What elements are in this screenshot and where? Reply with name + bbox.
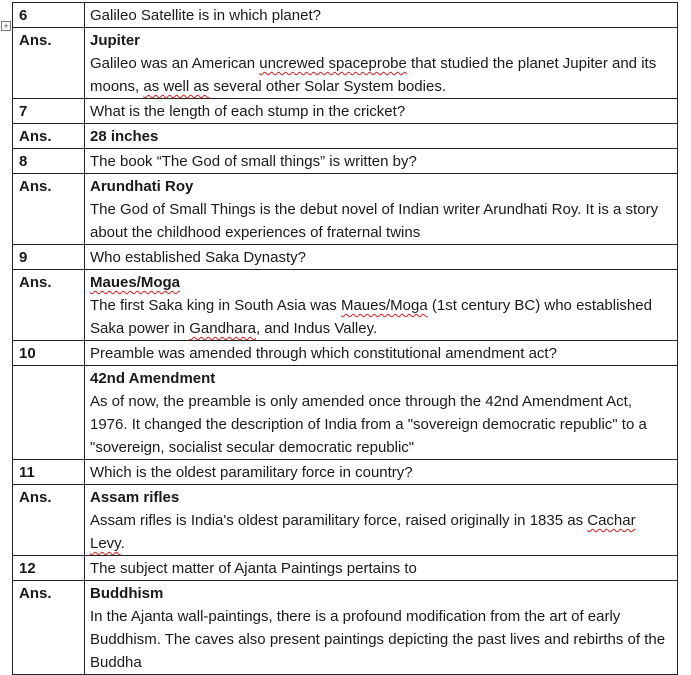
answer-label: Ans. xyxy=(19,489,52,506)
question-number-cell xyxy=(13,245,85,270)
answer-title: Assam rifles xyxy=(90,489,180,506)
answer-text-segment: The first Saka king in South Asia was xyxy=(90,297,341,314)
question-number-cell xyxy=(13,341,85,366)
spellcheck-flagged-text: as well as xyxy=(143,78,210,95)
answer-cell xyxy=(85,28,678,99)
answer-title: Maues/Moga xyxy=(90,274,181,291)
answer-explanation xyxy=(90,509,672,555)
spellcheck-flagged-text: Cachar Levy xyxy=(90,512,636,552)
answer-label: Ans. xyxy=(19,274,52,291)
answer-text-segment: The God of Small Things is the debut novel of Indian writer Arundhati Roy. It is a story about the childhood experiences of fraternal twins xyxy=(90,201,659,241)
question-number: 9 xyxy=(19,249,28,266)
question-number-cell xyxy=(13,3,85,28)
answer-label-cell xyxy=(13,485,85,556)
answer-explanation xyxy=(90,198,672,244)
question-text: Who established Saka Dynasty? xyxy=(90,249,306,266)
answer-label-cell xyxy=(13,174,85,245)
spellcheck-flagged-text: Gandhara xyxy=(189,320,256,337)
answer-explanation xyxy=(90,294,672,340)
question-text: What is the length of each stump in the cricket? xyxy=(90,103,406,120)
answer-row xyxy=(13,28,678,99)
answer-label: Ans. xyxy=(19,178,52,195)
question-number: 11 xyxy=(19,464,35,481)
question-text-cell xyxy=(85,99,678,124)
answer-label: Ans. xyxy=(19,585,52,602)
question-number: 12 xyxy=(19,560,36,577)
answer-label-cell xyxy=(13,366,85,460)
question-number: 8 xyxy=(19,153,28,170)
question-row xyxy=(13,341,678,366)
answer-text-segment: several other Solar System bodies. xyxy=(209,78,446,95)
question-row xyxy=(13,149,678,174)
answer-explanation xyxy=(90,52,672,98)
answer-title: Buddhism xyxy=(90,585,164,602)
answer-title: 42nd Amendment xyxy=(90,370,216,387)
question-text-cell xyxy=(85,460,678,485)
question-number-cell xyxy=(13,556,85,581)
answer-row xyxy=(13,270,678,341)
question-number-cell xyxy=(13,149,85,174)
question-number-cell xyxy=(13,460,85,485)
answer-row xyxy=(13,485,678,556)
answer-explanation xyxy=(90,605,672,674)
answer-title: Jupiter xyxy=(90,32,141,49)
question-row xyxy=(13,245,678,270)
spellcheck-flagged-text: Maues/Moga xyxy=(340,297,428,314)
answer-row xyxy=(13,366,678,460)
answer-label-cell xyxy=(13,581,85,675)
answer-label: Ans. xyxy=(19,128,52,145)
answer-explanation xyxy=(90,390,672,459)
question-number: 6 xyxy=(19,7,28,24)
answer-label: Ans. xyxy=(19,32,52,49)
answer-title: Arundhati Roy xyxy=(90,178,194,195)
question-text-cell xyxy=(85,3,678,28)
question-row xyxy=(13,3,678,28)
question-row xyxy=(13,99,678,124)
answer-text-segment: that studied the planet Jupiter and its moons, xyxy=(90,55,657,95)
answer-cell xyxy=(85,270,678,341)
question-text: Galileo Satellite is in which planet? xyxy=(90,7,321,24)
quiz-table xyxy=(12,2,678,675)
answer-row xyxy=(13,174,678,245)
answer-text-segment: As of now, the preamble is only amended once through the 42nd Amendment Act, 1976. It changed the description of India from a "sovereign democratic republic" to a "sovereign, socialist secular democratic republic" xyxy=(90,393,647,456)
answer-row xyxy=(13,124,678,149)
answer-text-segment: Assam rifles is India's oldest paramilitary force, raised originally in 1835 as xyxy=(90,512,588,529)
quiz-table-body xyxy=(13,3,678,675)
question-row xyxy=(13,556,678,581)
question-row xyxy=(13,460,678,485)
question-number: 10 xyxy=(19,345,36,362)
answer-cell xyxy=(85,124,678,149)
question-text: The book “The God of small things” is written by? xyxy=(90,153,417,170)
table-move-handle-icon[interactable]: + xyxy=(1,21,11,31)
answer-text-segment: . xyxy=(120,535,125,552)
question-text: The subject matter of Ajanta Paintings pertains to xyxy=(90,560,417,577)
question-text-cell xyxy=(85,245,678,270)
answer-cell xyxy=(85,485,678,556)
answer-text-segment: Galileo was an American xyxy=(90,55,260,72)
question-text: Preamble was amended through which constitutional amendment act? xyxy=(90,345,557,362)
question-text-cell xyxy=(85,556,678,581)
question-text-cell xyxy=(85,149,678,174)
answer-title: 28 inches xyxy=(90,128,159,145)
answer-label-cell xyxy=(13,270,85,341)
answer-text-segment: (1st century BC) who established Saka power in xyxy=(90,297,652,337)
question-text: Which is the oldest paramilitary force in country? xyxy=(90,464,413,481)
answer-text-segment: In the Ajanta wall-paintings, there is a profound modification from the art of early Buddhism. The caves also present paintings depicting the past lives and rebirths of the Buddha xyxy=(90,608,666,671)
question-text-cell xyxy=(85,341,678,366)
spellcheck-flagged-text: uncrewed spaceprobe xyxy=(259,55,407,72)
question-number-cell xyxy=(13,99,85,124)
answer-cell xyxy=(85,366,678,460)
answer-row xyxy=(13,581,678,675)
question-number: 7 xyxy=(19,103,28,120)
answer-label-cell xyxy=(13,28,85,99)
answer-label-cell xyxy=(13,124,85,149)
answer-cell xyxy=(85,174,678,245)
answer-cell xyxy=(85,581,678,675)
answer-text-segment: , and Indus Valley. xyxy=(255,320,378,337)
